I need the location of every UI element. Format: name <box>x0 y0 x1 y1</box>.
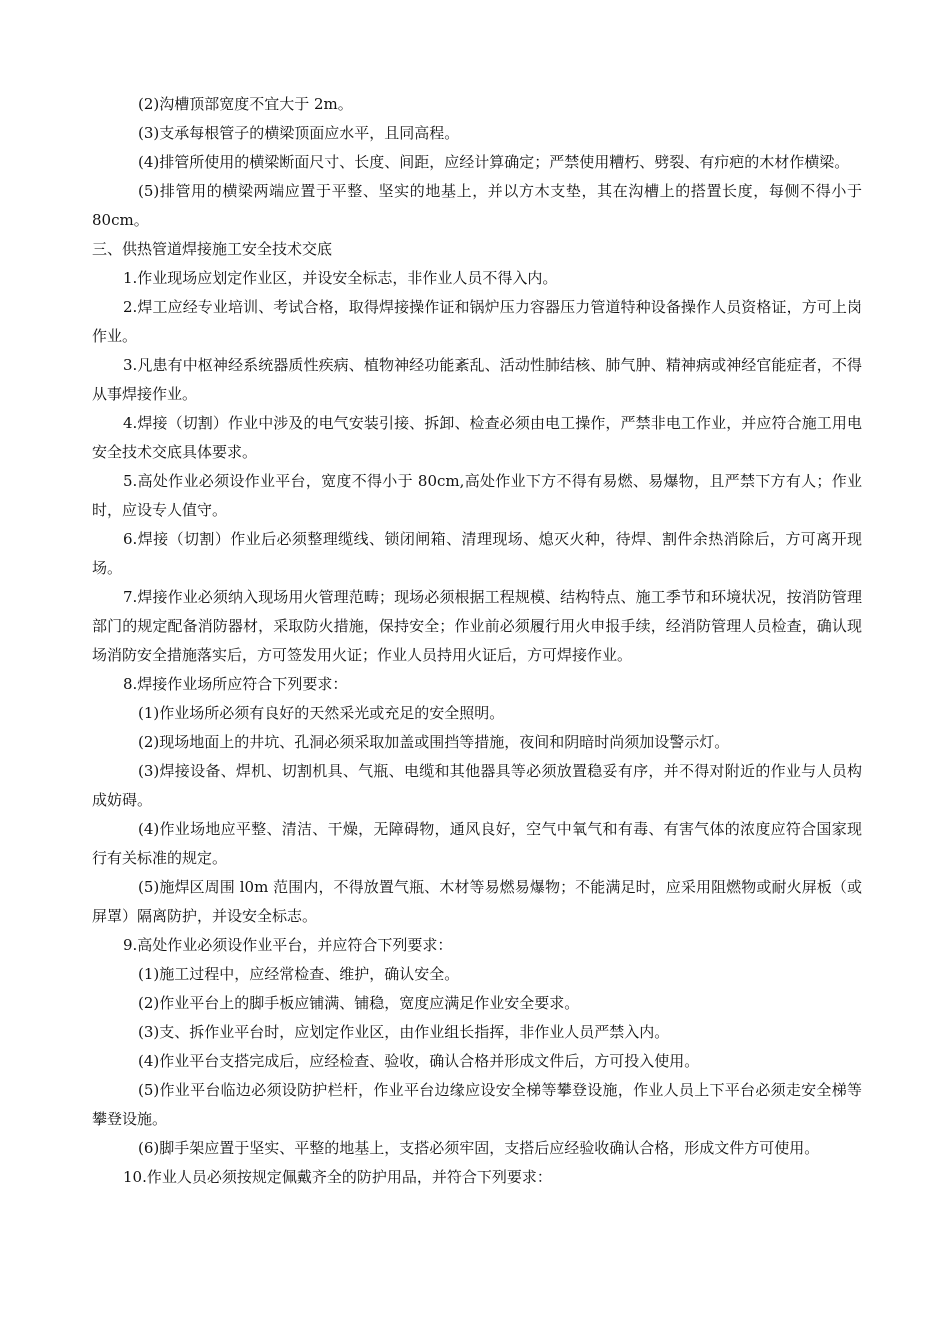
section-heading: 三、供热管道焊接施工安全技术交底 <box>92 240 333 258</box>
paragraph: (3)焊接设备、焊机、切割机具、气瓶、电缆和其他器具等必须放置稳妥有序，并不得对附近的作业与人员构成妨碍。 <box>92 762 862 809</box>
paragraph: 10.作业人员必须按规定佩戴齐全的防护用品，并符合下列要求： <box>123 1168 552 1186</box>
paragraph: (5)排管用的横梁两端应置于平整、坚实的地基上，并以方木支垫，其在沟槽上的搭置长度，每侧不得小于 80cm。 <box>92 182 862 229</box>
paragraph: 8.焊接作业场所应符合下列要求： <box>123 675 348 693</box>
paragraph: (4)作业平台支搭完成后，应经检查、验收，确认合格并形成文件后，方可投入使用。 <box>138 1052 700 1070</box>
paragraph: (5)施焊区周围 l0m 范围内，不得放置气瓶、木材等易燃易爆物；不能满足时，应采用阻燃物或耐火屏板（或屏罩）隔离防护，并设安全标志。 <box>92 878 862 925</box>
paragraph: (4)作业场地应平整、清洁、干燥，无障碍物，通风良好，空气中氧气和有毒、有害气体的浓度应符合国家现行有关标准的规定。 <box>92 820 862 867</box>
paragraph: 5.高处作业必须设作业平台，宽度不得小于 80cm,高处作业下方不得有易燃、易爆物，且严禁下方有人；作业时，应设专人值守。 <box>92 472 862 519</box>
paragraph: 6.焊接（切割）作业后必须整理缆线、锁闭闸箱、清理现场、熄灭火种，待焊、割件余热消除后，方可离开现场。 <box>92 530 862 577</box>
paragraph: 1.作业现场应划定作业区，并设安全标志，非作业人员不得入内。 <box>123 269 558 287</box>
paragraph: (3)支承每根管子的横梁顶面应水平，且同高程。 <box>138 124 460 142</box>
paragraph: 3.凡患有中枢神经系统器质性疾病、植物神经功能紊乱、活动性肺结核、肺气肿、精神病或神经官能症者，不得从事焊接作业。 <box>92 356 862 403</box>
paragraph: 7.焊接作业必须纳入现场用火管理范畴；现场必须根据工程规模、结构特点、施工季节和环境状况，按消防管理部门的规定配备消防器材，采取防火措施，保持安全；作业前必须履行用火申报手续，经消防管理人员检查，确认现场消防安全措施落实后，方可签发用火证；作业人员持用火证后，方可焊接作业。 <box>92 588 862 664</box>
paragraph: (1)作业场所必须有良好的天然采光或充足的安全照明。 <box>138 704 505 722</box>
paragraph: 4.焊接（切割）作业中涉及的电气安装引接、拆卸、检查必须由电工操作，严禁非电工作业，并应符合施工用电安全技术交底具体要求。 <box>92 414 862 461</box>
paragraph: (2)作业平台上的脚手板应铺满、铺稳，宽度应满足作业安全要求。 <box>138 994 580 1012</box>
paragraph: (5)作业平台临边必须设防护栏杆，作业平台边缘应设安全梯等攀登设施，作业人员上下平台必须走安全梯等攀登设施。 <box>92 1081 862 1128</box>
paragraph: (2)沟槽顶部宽度不宜大于 2m。 <box>138 95 353 113</box>
paragraph: 9.高处作业必须设作业平台，并应符合下列要求： <box>123 936 453 954</box>
paragraph: (1)施工过程中，应经常检查、维护，确认安全。 <box>138 965 460 983</box>
paragraph: 2.焊工应经专业培训、考试合格，取得焊接操作证和锅炉压力容器压力管道特种设备操作人员资格证，方可上岗作业。 <box>92 298 862 345</box>
paragraph: (4)排管所使用的横梁断面尺寸、长度、间距，应经计算确定；严禁使用糟朽、劈裂、有疖疤的木材作横梁。 <box>138 153 850 171</box>
paragraph: (2)现场地面上的井坑、孔洞必须采取加盖或围挡等措施，夜间和阴暗时尚须加设警示灯。 <box>138 733 730 751</box>
paragraph: (6)脚手架应置于坚实、平整的地基上，支搭必须牢固，支搭后应经验收确认合格，形成文件方可使用。 <box>138 1139 820 1157</box>
paragraph: (3)支、拆作业平台时，应划定作业区，由作业组长指挥，非作业人员严禁入内。 <box>138 1023 670 1041</box>
document-page <box>92 90 862 1192</box>
